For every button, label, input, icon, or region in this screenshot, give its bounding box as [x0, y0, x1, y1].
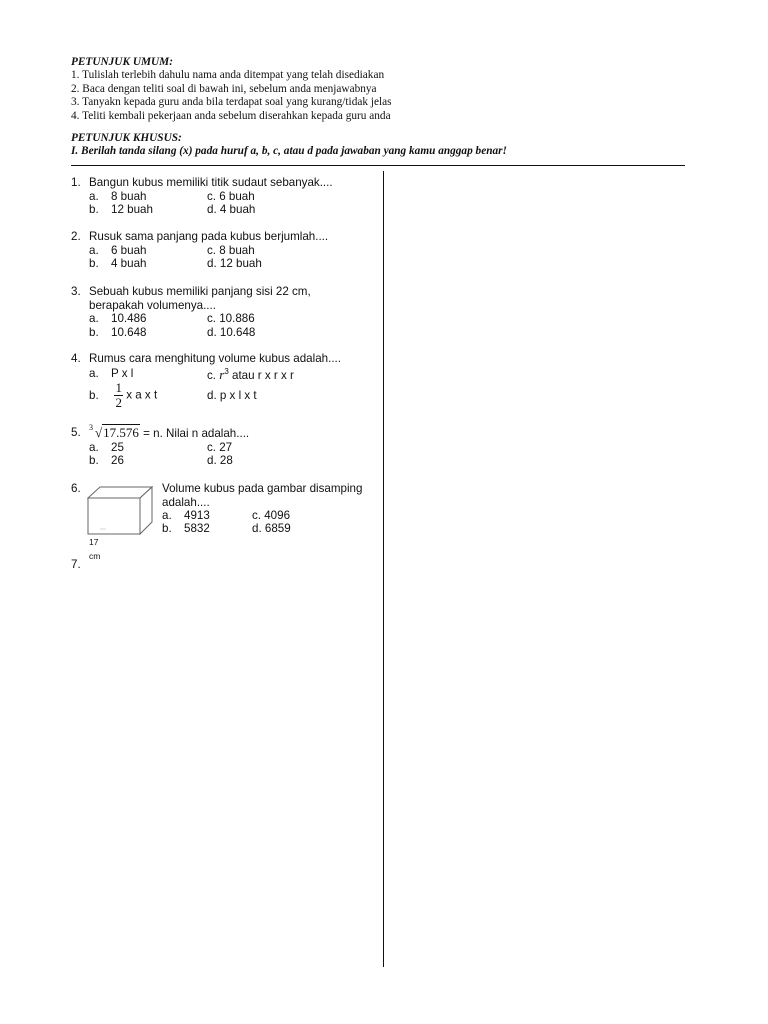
- question-number: 6.: [71, 482, 81, 495]
- option-c[interactable]: c. 10.886: [207, 312, 255, 325]
- option-a[interactable]: a. 25: [89, 441, 124, 454]
- option-a[interactable]: a. 4913: [162, 509, 210, 522]
- option-d[interactable]: d. 4 buah: [207, 203, 256, 216]
- header-divider: [71, 165, 685, 166]
- option-b[interactable]: b. 4 buah: [89, 257, 147, 270]
- option-c[interactable]: c. 27: [207, 441, 233, 454]
- option-b[interactable]: b. $\frac{1}{2}$ x a x t: [89, 380, 158, 410]
- option-b[interactable]: b. 26: [89, 454, 124, 467]
- option-d[interactable]: d. 10.648: [207, 326, 256, 339]
- option-d[interactable]: d. 6859: [252, 522, 291, 535]
- option-b[interactable]: b. 12 buah: [89, 203, 153, 216]
- general-instruction-1: 1. Tulislah terlebih dahulu nama anda ditempat yang telah disediakan: [71, 69, 385, 82]
- question-stem: Volume kubus pada gambar disamping adalah....: [162, 482, 363, 509]
- option-c[interactable]: c. 4096: [252, 509, 291, 522]
- general-instruction-2: 2. Baca dengan teliti soal di bawah ini, sebelum anda menjawabnya: [71, 82, 377, 95]
- general-instruction-4: 4. Teliti kembali pekerjaan anda sebelum diserahkan kepada guru anda: [71, 109, 391, 122]
- question-number: 1.: [71, 176, 81, 189]
- option-d[interactable]: d. p x l x t: [207, 389, 257, 402]
- question-number: 2.: [71, 230, 81, 243]
- special-instructions-title: PETUNJUK KHUSUS:: [71, 132, 182, 145]
- option-a[interactable]: a. P x l: [89, 367, 134, 380]
- option-d[interactable]: d. 28: [207, 454, 233, 467]
- special-instruction: I. Berilah tanda silang (x) pada huruf a, b, c, atau d pada jawaban yang kamu anggap benar!: [71, 145, 507, 158]
- question-number: 7.: [71, 558, 81, 571]
- option-c[interactable]: c. $r^3$ atau r x r x r: [207, 366, 294, 382]
- variable-r: r: [219, 366, 225, 382]
- question-number: 5.: [71, 426, 81, 439]
- option-b[interactable]: b. 5832: [162, 522, 210, 535]
- question-number: 4.: [71, 352, 81, 365]
- column-divider: [383, 171, 384, 967]
- question-stem: Sebuah kubus memiliki panjang sisi 22 cm, berapakah volumenya....: [89, 285, 311, 312]
- cube-root: 3 √17.576: [89, 423, 139, 440]
- question-stem: Bangun kubus memiliki titik sudaut sebanyak....: [89, 176, 333, 189]
- question-stem: 3 √17.576 = n. Nilai n adalah....: [89, 423, 250, 440]
- option-a[interactable]: a. 6 buah: [89, 244, 147, 257]
- general-instruction-3: 3. Tanyakn kepada guru anda bila terdapat soal yang kurang/tidak jelas: [71, 96, 392, 109]
- question-stem: Rumus cara menghitung volume kubus adalah....: [89, 352, 341, 365]
- fraction-one-half: $\frac{1}{2}$: [115, 380, 122, 410]
- option-c[interactable]: c. 8 buah: [207, 244, 255, 257]
- option-c[interactable]: c. 6 buah: [207, 190, 255, 203]
- option-b[interactable]: b. 10.648: [89, 326, 147, 339]
- general-instructions-title: PETUNJUK UMUM:: [71, 56, 173, 68]
- question-stem: Rusuk sama panjang pada kubus berjumlah....: [89, 230, 329, 243]
- cube-side-label: 17 cm: [89, 537, 101, 561]
- cube-figure: [86, 484, 154, 536]
- instructions-header: [71, 56, 691, 159]
- question-number: 3.: [71, 285, 81, 298]
- option-d[interactable]: d. 12 buah: [207, 257, 262, 270]
- option-a[interactable]: a. 10.486: [89, 312, 147, 325]
- exponent: 3: [224, 367, 229, 376]
- option-a[interactable]: a. 8 buah: [89, 190, 147, 203]
